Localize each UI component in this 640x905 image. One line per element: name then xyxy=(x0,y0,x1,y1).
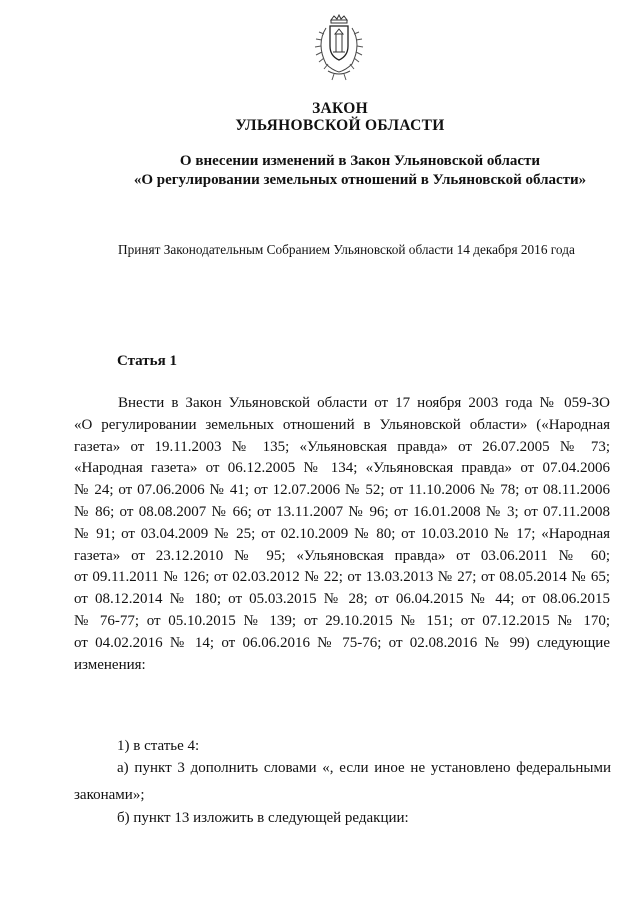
paragraph-line: газета» от 19.11.2003 № 135; «Ульяновская правда» от 26.07.2005 № 73; xyxy=(74,438,610,455)
list-item: б) пункт 13 изложить в следующей редакции: xyxy=(117,810,409,826)
paragraph-line: от 04.02.2016 № 14; от 06.06.2016 № 75-76; от 02.08.2016 № 99) следующие xyxy=(74,634,610,651)
paragraph-line: «О регулировании земельных отношений в Ульяновской области» («Народная xyxy=(74,416,610,433)
paragraph-line: № 86; от 08.08.2007 № 66; от 13.11.2007 № 96; от 16.01.2008 № 3; от 07.11.2008 xyxy=(74,503,610,520)
list-item: а) пункт 3 дополнить словами «, если иное не установлено федеральными xyxy=(117,760,611,776)
list-item: 1) в статье 4: xyxy=(117,738,200,754)
region-title: УЛЬЯНОВСКОЙ ОБЛАСТИ xyxy=(235,117,445,134)
paragraph-line: Внести в Закон Ульяновской области от 17 ноября 2003 года № 059-ЗО xyxy=(118,395,610,411)
paragraph-line: «Народная газета» от 06.12.2005 № 134; «Ульяновская правда» от 07.04.2006 xyxy=(74,460,610,477)
paragraph-line: от 09.11.2011 № 126; от 02.03.2012 № 22; от 13.03.2013 № 27; от 08.05.2014 № 65; xyxy=(74,569,610,586)
paragraph-line: № 91; от 03.04.2009 № 25; от 02.10.2009 № 80; от 10.03.2010 № 17; «Народная xyxy=(74,525,610,542)
adoption-note: Принят Законодательным Собранием Ульяновской области 14 декабря 2016 года xyxy=(118,242,575,257)
paragraph-line: газета» от 23.12.2010 № 95; «Ульяновская правда» от 03.06.2011 № 60; xyxy=(74,547,610,564)
article-paragraph xyxy=(74,393,610,676)
paragraph-line: № 76-77; от 05.10.2015 № 139; от 29.10.2015 № 151; от 07.12.2015 № 170; xyxy=(74,612,610,629)
coat-of-arms-icon xyxy=(304,14,374,84)
paragraph-line: изменения: xyxy=(74,656,146,673)
list-item: законами»; xyxy=(74,787,145,803)
article-heading: Статья 1 xyxy=(117,353,177,369)
law-title: ЗАКОН xyxy=(312,100,368,117)
law-subtitle-line1: О внесении изменений в Закон Ульяновской области xyxy=(179,153,541,169)
paragraph-line: от 08.12.2014 № 180; от 05.03.2015 № 28; от 06.04.2015 № 44; от 08.06.2015 xyxy=(74,591,610,608)
law-subtitle-line2: «О регулировании земельных отношений в Ульяновской области» xyxy=(133,172,587,188)
paragraph-line: № 24; от 07.06.2006 № 41; от 12.07.2006 № 52; от 11.10.2006 № 78; от 08.11.2006 xyxy=(74,482,610,499)
